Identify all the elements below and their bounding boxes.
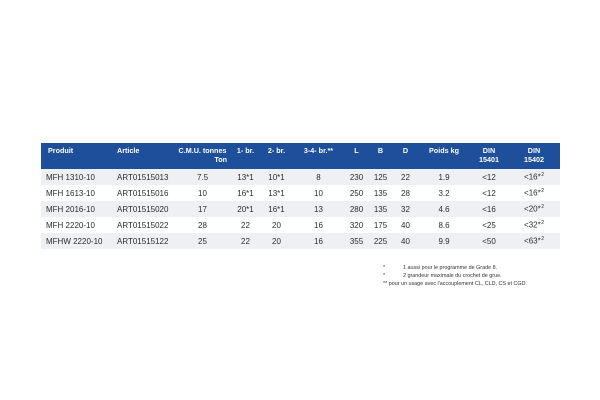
cell-d: 28 (393, 185, 418, 201)
din-15402-value: <20* (524, 204, 541, 214)
cell-produit: MFH 1613-10 (41, 185, 117, 201)
header-d: D (393, 143, 418, 169)
cell-article: ART01515013 (117, 169, 175, 185)
cell-1-br: 20*1 (230, 201, 261, 217)
cell-b: 135 (368, 201, 393, 217)
cell-3-4-br: 16 (292, 233, 345, 249)
cell-poids: 3.2 (418, 185, 470, 201)
cell-cmu: 25 (175, 233, 230, 249)
din-15402-footnote: 2 (541, 204, 544, 211)
table-row (41, 201, 560, 217)
cell-poids: 4.6 (418, 201, 470, 217)
cell-din-15402 (508, 201, 560, 217)
header-din-15401 (470, 143, 508, 169)
cell-l: 320 (345, 217, 368, 233)
header-din-15401-line2: 15401 (479, 155, 499, 164)
header-din-15402 (508, 143, 560, 169)
cell-article: ART01515020 (117, 201, 175, 217)
table-row (41, 169, 560, 185)
din-15402-footnote: 2 (541, 172, 544, 179)
product-table (41, 143, 560, 249)
cell-din-15401: <50 (470, 233, 508, 249)
cell-article: ART01515122 (117, 233, 175, 249)
cell-produit: MFHW 2220-10 (41, 233, 117, 249)
cell-2-br: 13*1 (261, 185, 292, 201)
cell-b: 125 (368, 169, 393, 185)
cell-poids: 9.9 (418, 233, 470, 249)
header-l: L (345, 143, 368, 169)
cell-1-br: 13*1 (230, 169, 261, 185)
cell-l: 355 (345, 233, 368, 249)
table-row (41, 233, 560, 249)
cell-l: 280 (345, 201, 368, 217)
cell-din-15401: <12 (470, 185, 508, 201)
header-din-15402-line1: DIN (527, 146, 541, 155)
cell-din-15401: <25 (470, 217, 508, 233)
header-cmu-line1: C.M.U. tonnes (178, 146, 227, 155)
footnote (383, 280, 527, 288)
cell-din-15401: <12 (470, 169, 508, 185)
header-din-15402-line2: 15402 (524, 155, 544, 164)
footnotes (383, 264, 527, 288)
cell-din-15402 (508, 185, 560, 201)
cell-produit: MFH 1310-10 (41, 169, 117, 185)
din-15402-footnote: 2 (541, 236, 544, 243)
cell-din-15401: <16 (470, 201, 508, 217)
cell-1-br: 22 (230, 217, 261, 233)
header-article: Article (117, 143, 175, 169)
footnote (383, 264, 527, 272)
cell-d: 22 (393, 169, 418, 185)
header-2-br: 2- br. (261, 143, 292, 169)
din-15402-footnote: 2 (541, 188, 544, 195)
header-cmu (175, 143, 230, 169)
cell-cmu: 10 (175, 185, 230, 201)
header-1-br: 1- br. (230, 143, 261, 169)
cell-cmu: 7.5 (175, 169, 230, 185)
cell-3-4-br: 8 (292, 169, 345, 185)
din-15402-value: <32* (524, 220, 541, 230)
header-din-15401-line1: DIN (482, 146, 496, 155)
cell-2-br: 10*1 (261, 169, 292, 185)
cell-1-br: 22 (230, 233, 261, 249)
cell-cmu: 28 (175, 217, 230, 233)
footnote-text: ** pour un usage avec l'accouplement CL, CLD, CS et CGD. (383, 281, 527, 287)
cell-din-15402 (508, 217, 560, 233)
din-15402-value: <63* (524, 236, 541, 246)
din-15402-value: <16* (524, 188, 541, 198)
din-15402-value: <16* (524, 172, 541, 182)
table-row (41, 185, 560, 201)
cell-l: 230 (345, 169, 368, 185)
cell-b: 135 (368, 185, 393, 201)
footnote-text: 1 aussi pour le programme de Grade 8. (403, 265, 498, 271)
cell-2-br: 16*1 (261, 201, 292, 217)
cell-produit: MFH 2220-10 (41, 217, 117, 233)
cell-din-15402 (508, 233, 560, 249)
cell-3-4-br: 16 (292, 217, 345, 233)
table-header-row (41, 143, 560, 169)
cell-l: 250 (345, 185, 368, 201)
cell-poids: 1.9 (418, 169, 470, 185)
footnote (383, 272, 527, 280)
cell-d: 32 (393, 201, 418, 217)
cell-1-br: 16*1 (230, 185, 261, 201)
cell-d: 40 (393, 217, 418, 233)
cell-din-15402 (508, 169, 560, 185)
header-poids: Poids kg (418, 143, 470, 169)
header-b: B (368, 143, 393, 169)
cell-poids: 8.6 (418, 217, 470, 233)
cell-2-br: 20 (261, 233, 292, 249)
cell-d: 40 (393, 233, 418, 249)
header-produit: Produit (41, 143, 117, 169)
din-15402-footnote: 2 (541, 220, 544, 227)
cell-3-4-br: 10 (292, 185, 345, 201)
footnote-text: 2 grandeur maximale du crochet de grue. (403, 273, 502, 279)
footnote-mark: * (383, 265, 386, 271)
footnote-mark: * (383, 273, 386, 279)
header-cmu-line2: Ton (214, 155, 227, 164)
cell-b: 225 (368, 233, 393, 249)
table-row (41, 217, 560, 233)
cell-produit: MFH 2016-10 (41, 201, 117, 217)
cell-2-br: 20 (261, 217, 292, 233)
cell-b: 175 (368, 217, 393, 233)
cell-3-4-br: 13 (292, 201, 345, 217)
cell-cmu: 17 (175, 201, 230, 217)
header-3-4-br: 3-4- br.** (292, 143, 345, 169)
cell-article: ART01515022 (117, 217, 175, 233)
cell-article: ART01515016 (117, 185, 175, 201)
